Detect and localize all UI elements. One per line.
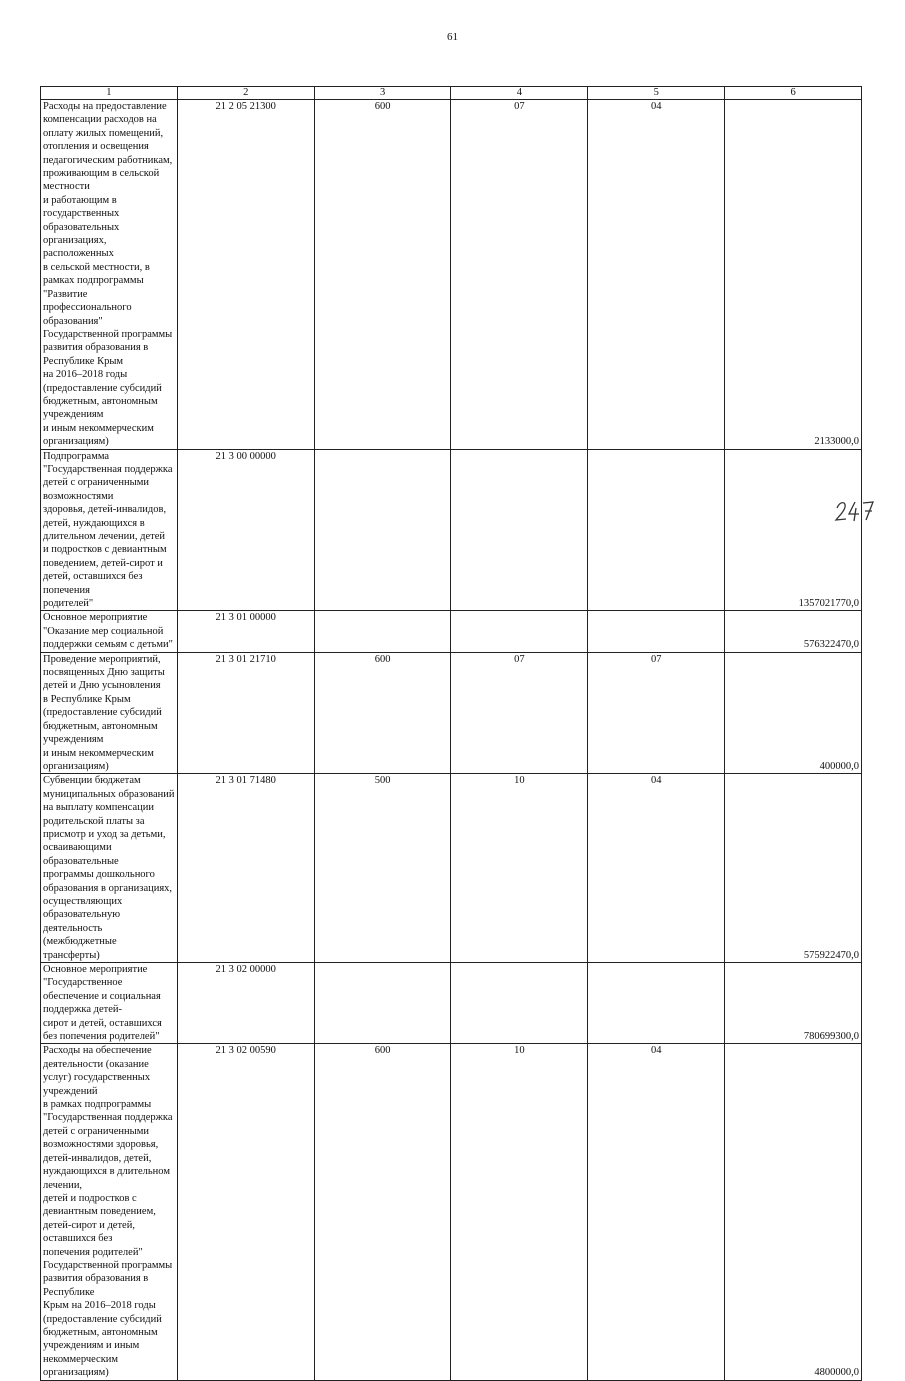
- row-col-4: 10: [451, 1044, 588, 1380]
- row-col-3: 600: [314, 1044, 451, 1380]
- row-code: 21 3 01 21710: [177, 652, 314, 774]
- row-col-3: [314, 963, 451, 1044]
- row-description: Основное мероприятие "Оказание мер социальной поддержки семьям с детьми": [41, 611, 178, 652]
- row-code: 21 3 02 00590: [177, 1044, 314, 1380]
- row-amount: 576322470,0: [725, 611, 862, 652]
- row-col-4: 07: [451, 100, 588, 450]
- row-col-3: 500: [314, 774, 451, 963]
- row-col-5: 04: [588, 100, 725, 450]
- row-description: Субвенции бюджетам муниципальных образований на выплату компенсации родительской платы за присмотр и уход за детьми, осваивающими образовательные программы дошкольного образования в организациях, осуществляющих образовательную деятельность (межбюджетные трансферты): [41, 774, 178, 963]
- table-row: [41, 652, 862, 774]
- row-description: Проведение мероприятий, посвященных Дню защиты детей и Дню усыновления в Республике Крым (предоставление субсидий бюджетным, автономным учреждениям и иным некоммерческим организациям): [41, 652, 178, 774]
- row-amount: 1357021770,0: [725, 449, 862, 611]
- page-number: 61: [447, 31, 458, 43]
- row-code: 21 3 00 00000: [177, 449, 314, 611]
- row-col-4: [451, 611, 588, 652]
- row-col-4: [451, 449, 588, 611]
- budget-table: [40, 86, 862, 1381]
- row-description: Основное мероприятие "Государственное обеспечение и социальная поддержка детей- сирот и детей, оставшихся без попечения родителей": [41, 963, 178, 1044]
- row-col-4: [451, 963, 588, 1044]
- table-row: [41, 963, 862, 1044]
- header-col-2: 2: [177, 87, 314, 100]
- row-col-5: 04: [588, 774, 725, 963]
- table-header-row: [41, 87, 862, 100]
- row-amount: 575922470,0: [725, 774, 862, 963]
- row-amount: 4800000,0: [725, 1044, 862, 1380]
- table-row: [41, 1044, 862, 1380]
- row-col-3: 600: [314, 652, 451, 774]
- row-col-5: [588, 611, 725, 652]
- row-description: Расходы на обеспечение деятельности (оказание услуг) государственных учреждений в рамках подпрограммы "Государственная поддержка детей с ограниченными возможностями здоровья, детей-инвалидов, детей, нуждающихся в длительном лечении, детей и подростков с девиантным поведением, детей-сирот и детей, оставшихся без попечения родителей" Государственной программы развития образования в Республике Крым на 2016–2018 годы (предоставление субсидий бюджетным, автономным учреждениям и иным некоммерческим организациям): [41, 1044, 178, 1380]
- header-col-3: 3: [314, 87, 451, 100]
- row-code: 21 3 02 00000: [177, 963, 314, 1044]
- row-col-4: 10: [451, 774, 588, 963]
- table-row: [41, 100, 862, 450]
- handwritten-page-number: [835, 498, 880, 522]
- row-description: Расходы на предоставление компенсации расходов на оплату жилых помещений, отопления и освещения педагогическим работникам, проживающим в сельской местности и работающим в государственных образовательных организациях, расположенных в сельской местности, в рамках подпрограммы "Развитие профессионального образования" Государственной программы развития образования в Республике Крым на 2016–2018 годы (предоставление субсидий бюджетным, автономным учреждениям и иным некоммерческим организациям): [41, 100, 178, 450]
- table-row: [41, 611, 862, 652]
- row-col-3: [314, 611, 451, 652]
- row-col-4: 07: [451, 652, 588, 774]
- row-col-5: [588, 963, 725, 1044]
- row-col-3: 600: [314, 100, 451, 450]
- table-row: [41, 449, 862, 611]
- row-code: 21 3 01 00000: [177, 611, 314, 652]
- row-amount: 780699300,0: [725, 963, 862, 1044]
- row-col-5: 07: [588, 652, 725, 774]
- header-col-4: 4: [451, 87, 588, 100]
- row-description: Подпрограмма "Государственная поддержка детей с ограниченными возможностями здоровья, детей-инвалидов, детей, нуждающихся в длительном лечении, детей и подростков с девиантным поведением, детей-сирот и детей, оставшихся без попечения родителей": [41, 449, 178, 611]
- row-col-5: 04: [588, 1044, 725, 1380]
- row-code: 21 2 05 21300: [177, 100, 314, 450]
- row-col-5: [588, 449, 725, 611]
- header-col-1: 1: [41, 87, 178, 100]
- row-code: 21 3 01 71480: [177, 774, 314, 963]
- row-col-3: [314, 449, 451, 611]
- header-col-5: 5: [588, 87, 725, 100]
- header-col-6: 6: [725, 87, 862, 100]
- row-amount: 400000,0: [725, 652, 862, 774]
- table-row: [41, 774, 862, 963]
- row-amount: 2133000,0: [725, 100, 862, 450]
